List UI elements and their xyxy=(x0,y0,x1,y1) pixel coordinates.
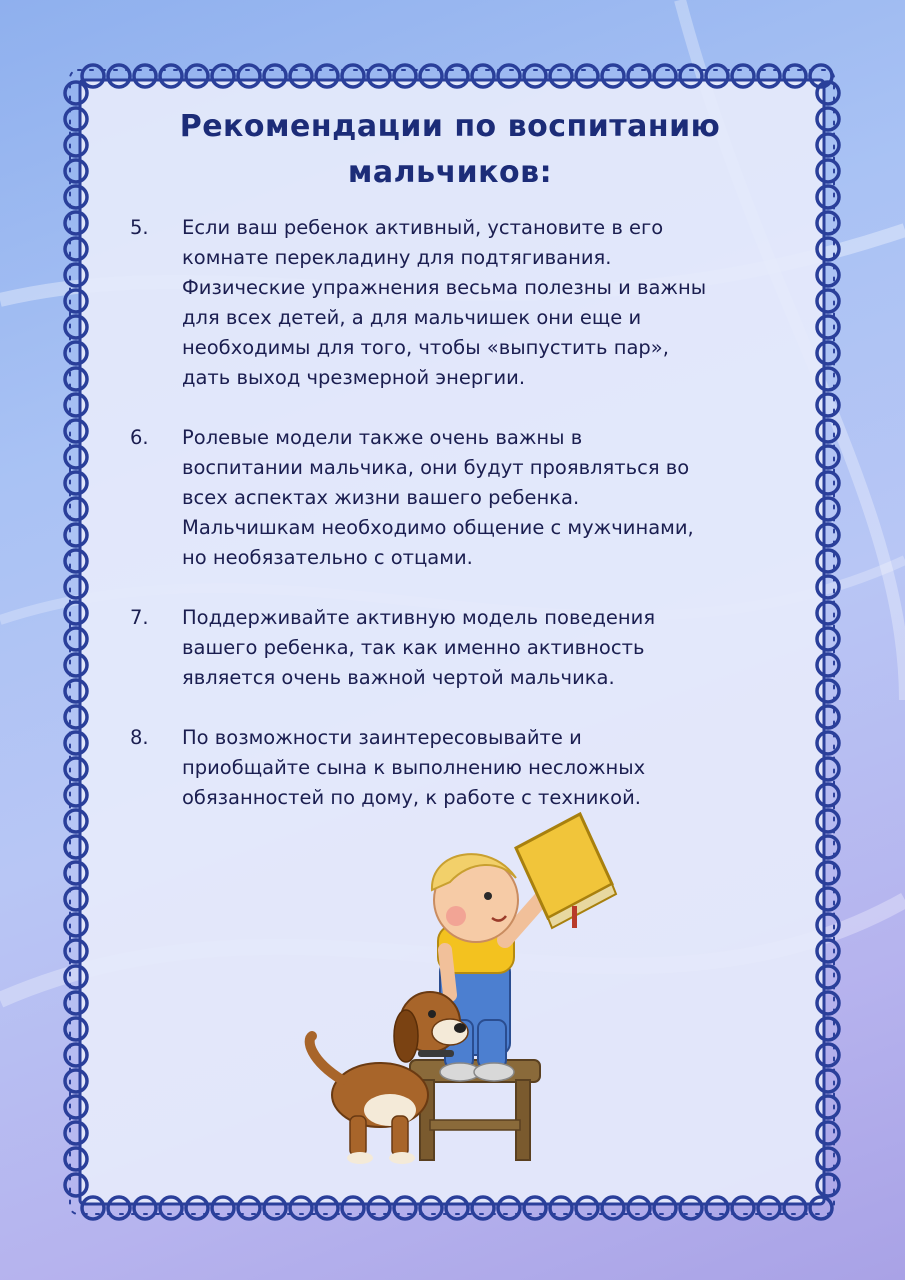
item-number: 6. xyxy=(130,426,149,449)
item-line: По возможности заинтересовывайте и xyxy=(182,726,582,749)
item-line: Если ваш ребенок активный, установите в его xyxy=(182,216,664,239)
item-text xyxy=(182,213,790,393)
item-line: всех аспектах жизни вашего ребенка. xyxy=(182,486,580,509)
item-number: 8. xyxy=(130,726,149,749)
title-line-1: Рекомендации по воспитанию xyxy=(179,109,721,144)
title-line-2: мальчиков: xyxy=(347,155,553,190)
item-line: Физические упражнения весьма полезны и важны xyxy=(182,276,707,299)
page-title xyxy=(70,104,830,196)
item-line: Мальчишкам необходимо общение с мужчинами, xyxy=(182,516,694,539)
item-text xyxy=(182,423,790,573)
item-number: 5. xyxy=(130,216,149,239)
boy-icon xyxy=(432,854,542,1081)
item-line: Поддерживайте активную модель поведения xyxy=(182,606,656,629)
item-line: для всех детей, а для мальчишек они еще и xyxy=(182,306,642,329)
item-line: дать выход чрезмерной энергии. xyxy=(182,366,526,389)
item-line: обязанностей по дому, к работе с техникой. xyxy=(182,786,641,809)
item-number: 7. xyxy=(130,606,149,629)
boy-with-book-and-puppy-illustration xyxy=(280,790,650,1170)
list-item xyxy=(130,423,790,573)
item-line: комнате перекладину для подтягивания. xyxy=(182,246,612,269)
item-line: необходимы для того, чтобы «выпустить пар», xyxy=(182,336,669,359)
item-text xyxy=(182,603,790,693)
item-line: воспитании мальчика, они будут проявляться во xyxy=(182,456,690,479)
item-line: Ролевые модели также очень важны в xyxy=(182,426,583,449)
item-line: приобщайте сына к выполнению несложных xyxy=(182,756,646,779)
recommendations-list xyxy=(130,213,790,843)
list-item xyxy=(130,603,790,693)
list-item xyxy=(130,213,790,393)
item-line: является очень важной чертой мальчика. xyxy=(182,666,615,689)
item-line: но необязательно с отцами. xyxy=(182,546,473,569)
item-line: вашего ребенка, так как именно активность xyxy=(182,636,645,659)
